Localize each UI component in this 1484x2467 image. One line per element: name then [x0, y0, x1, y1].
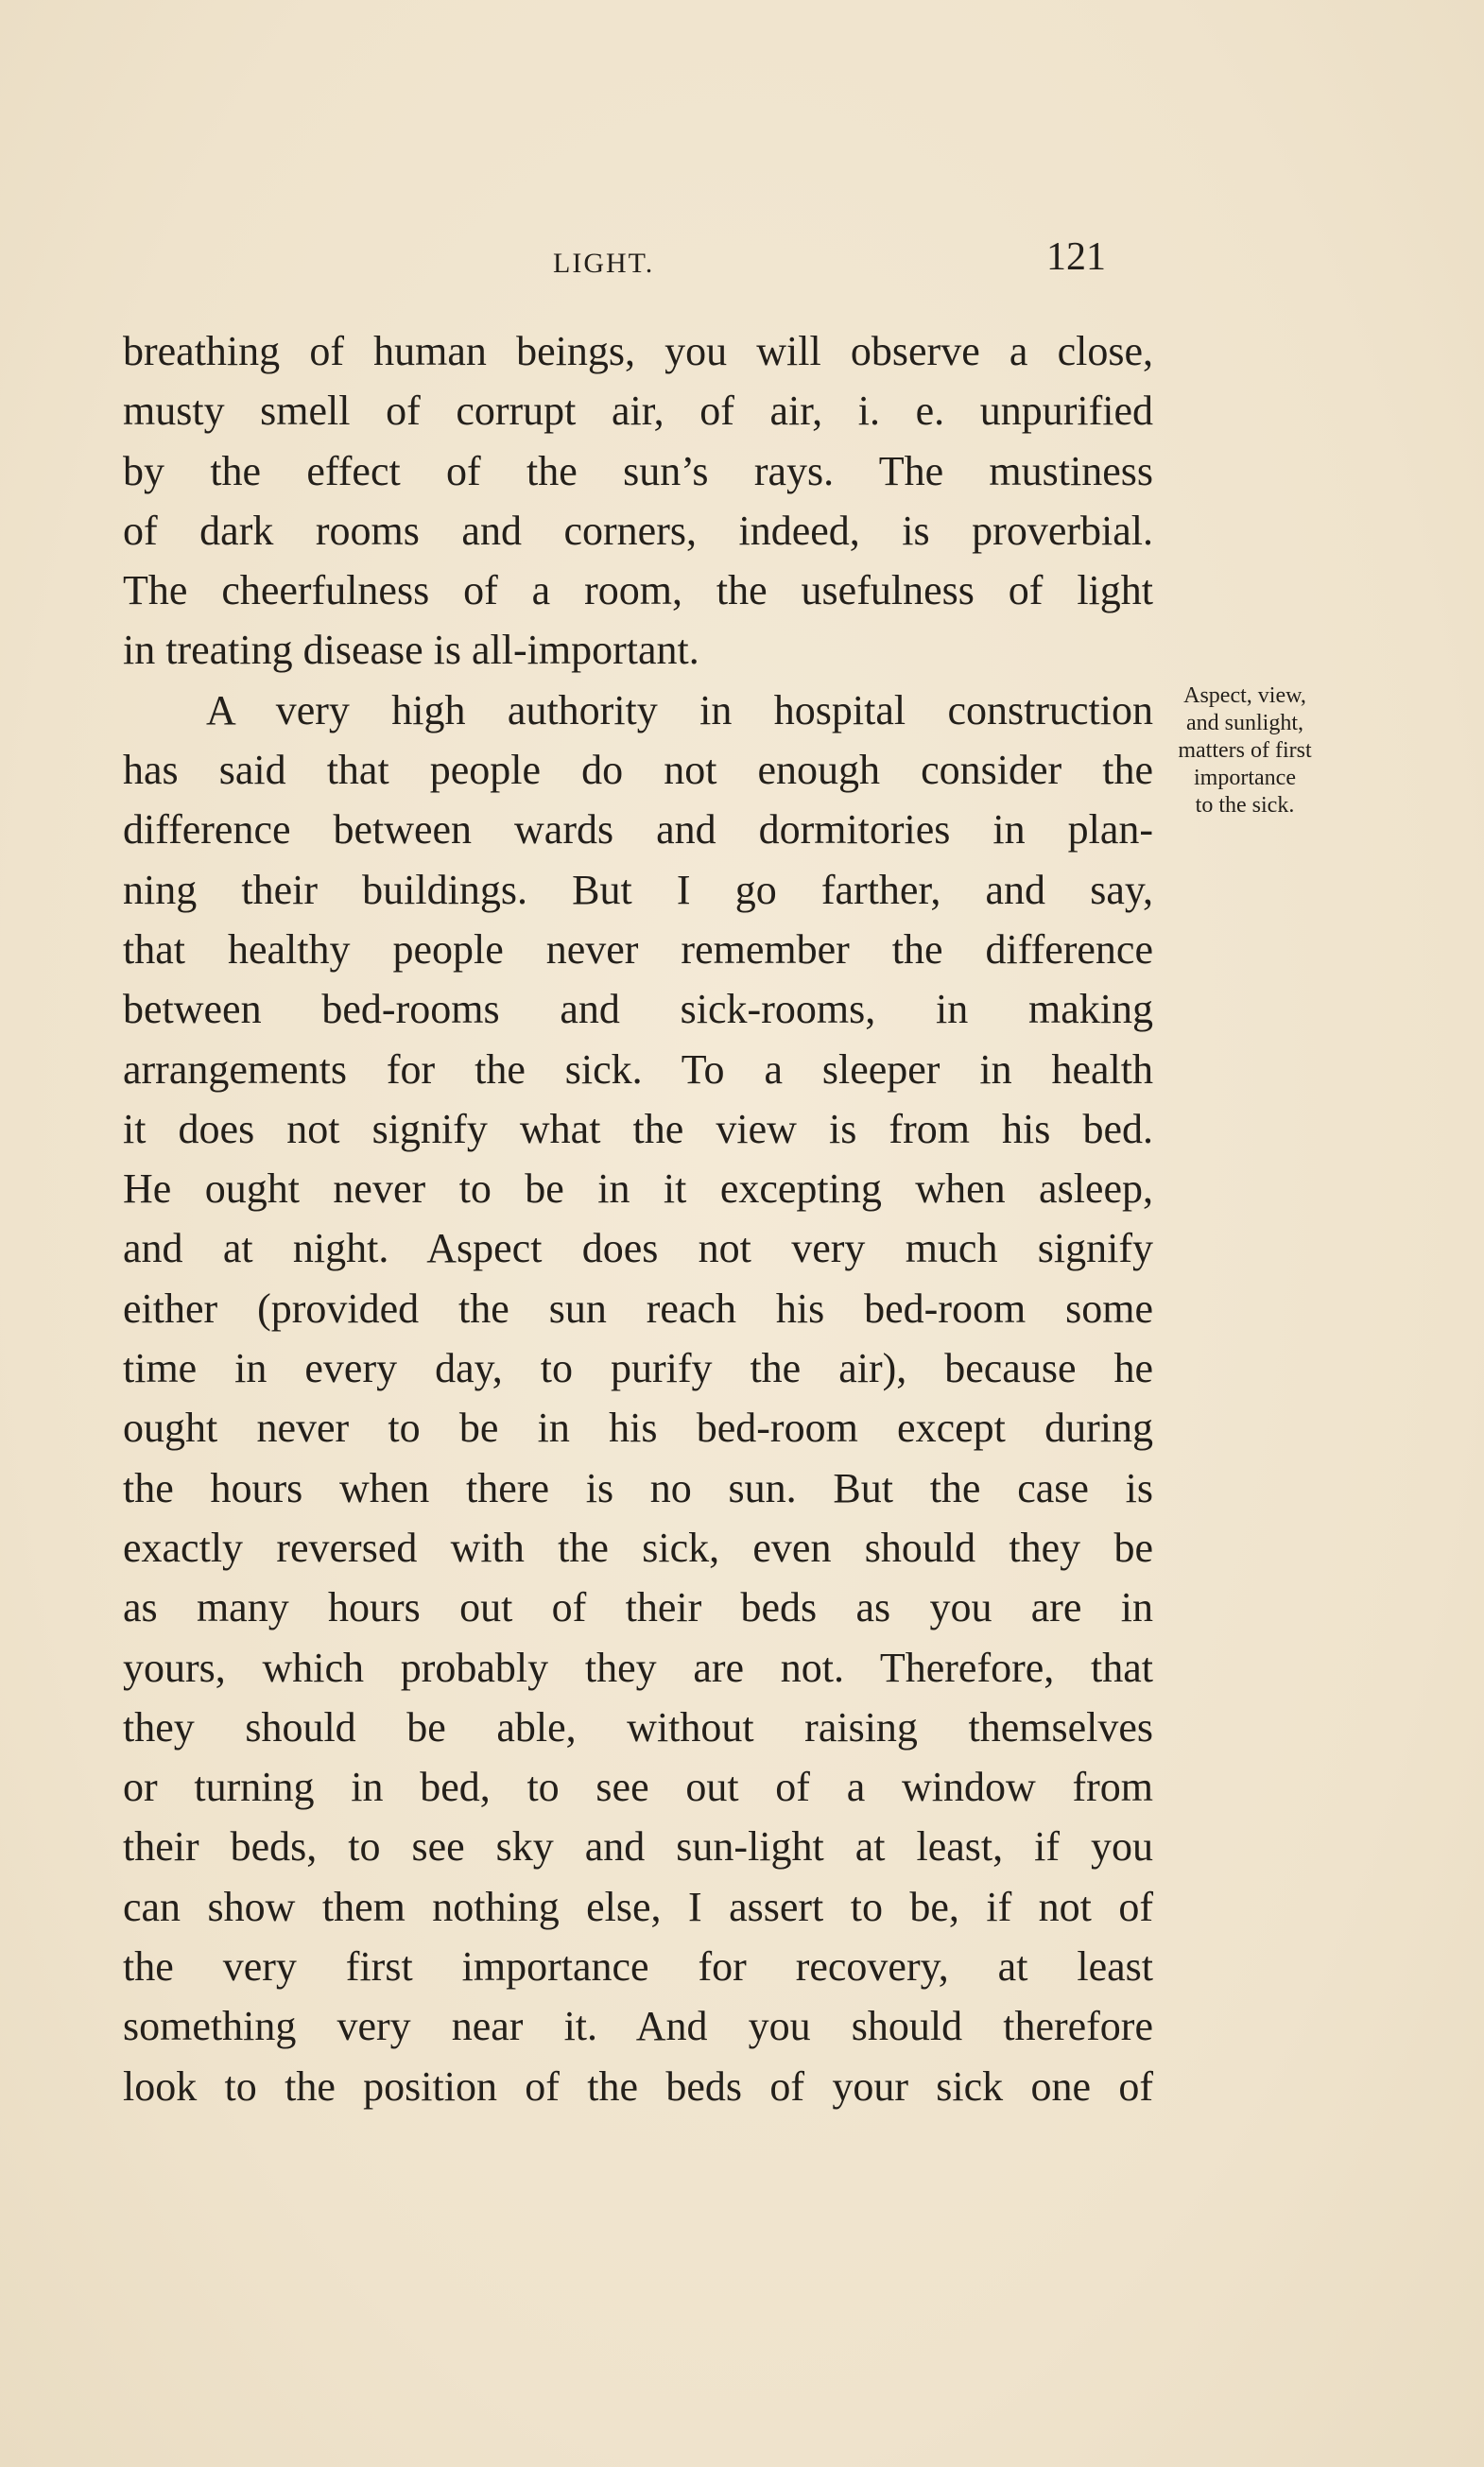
- text-line: has said that people do not enough consider the: [123, 747, 1153, 794]
- text-line: the very first importance for recovery, at least: [123, 1943, 1153, 1991]
- text-line: exactly reversed with the sick, even should they be: [123, 1524, 1153, 1571]
- text-line: by the effect of the sun’s rays. The mustiness: [123, 447, 1153, 494]
- text-line: something very near it. And you should therefore: [123, 2003, 1153, 2050]
- body-text: [123, 321, 1153, 2116]
- marginal-note-line: importance: [1194, 766, 1296, 790]
- text-line: their beds, to see sky and sun-light at least, if you: [123, 1823, 1153, 1871]
- text-line: can show them nothing else, I assert to be, if not of: [123, 1883, 1153, 1930]
- text-line: either (provided the sun reach his bed-room some: [123, 1285, 1153, 1332]
- text-line: as many hours out of their beds as you are in: [123, 1584, 1153, 1631]
- text-line: ought never to be in his bed-room except during: [123, 1405, 1153, 1452]
- text-line: of dark rooms and corners, indeed, is proverbial.: [123, 507, 1153, 554]
- text-line: musty smell of corrupt air, of air, i. e. unpurified: [123, 388, 1153, 435]
- running-title: LIGHT.: [553, 248, 655, 279]
- text-line: that healthy people never remember the difference: [123, 925, 1153, 973]
- page-number: 121: [1046, 235, 1106, 279]
- marginal-note-line: and sunlight,: [1186, 711, 1303, 735]
- text-line: He ought never to be in it excepting when asleep,: [123, 1165, 1153, 1213]
- text-line: they should be able, without raising themselves: [123, 1703, 1153, 1751]
- text-line: arrangements for the sick. To a sleeper in health: [123, 1045, 1153, 1093]
- marginal-note-line: to the sick.: [1195, 793, 1295, 818]
- text-line: A very high authority in hospital construction: [206, 686, 1153, 733]
- text-line: ning their buildings. But I go farther, and say,: [123, 866, 1153, 913]
- text-line: and at night. Aspect does not very much signify: [123, 1225, 1153, 1272]
- text-line: it does not signify what the view is from his bed.: [123, 1105, 1153, 1152]
- text-line: the hours when there is no sun. But the case is: [123, 1464, 1153, 1511]
- text-line: breathing of human beings, you will observe a close,: [123, 328, 1153, 374]
- running-head: [123, 234, 1125, 291]
- text-line: time in every day, to purify the air), because he: [123, 1345, 1153, 1392]
- text-line: between bed-rooms and sick-rooms, in making: [123, 986, 1153, 1033]
- marginal-note-line: Aspect, view,: [1183, 683, 1306, 708]
- text-line: difference between wards and dormitories in plan-: [123, 806, 1153, 854]
- text-line: or turning in bed, to see out of a window from: [123, 1764, 1153, 1811]
- marginal-note: [1146, 682, 1344, 819]
- text-line: look to the position of the beds of your sick one of: [123, 2062, 1153, 2110]
- marginal-note-line: matters of first: [1178, 738, 1312, 763]
- text-line: yours, which probably they are not. Therefore, that: [123, 1644, 1153, 1691]
- text-line: in treating disease is all-important.: [123, 627, 699, 674]
- text-line: The cheerfulness of a room, the usefulness of light: [123, 567, 1153, 614]
